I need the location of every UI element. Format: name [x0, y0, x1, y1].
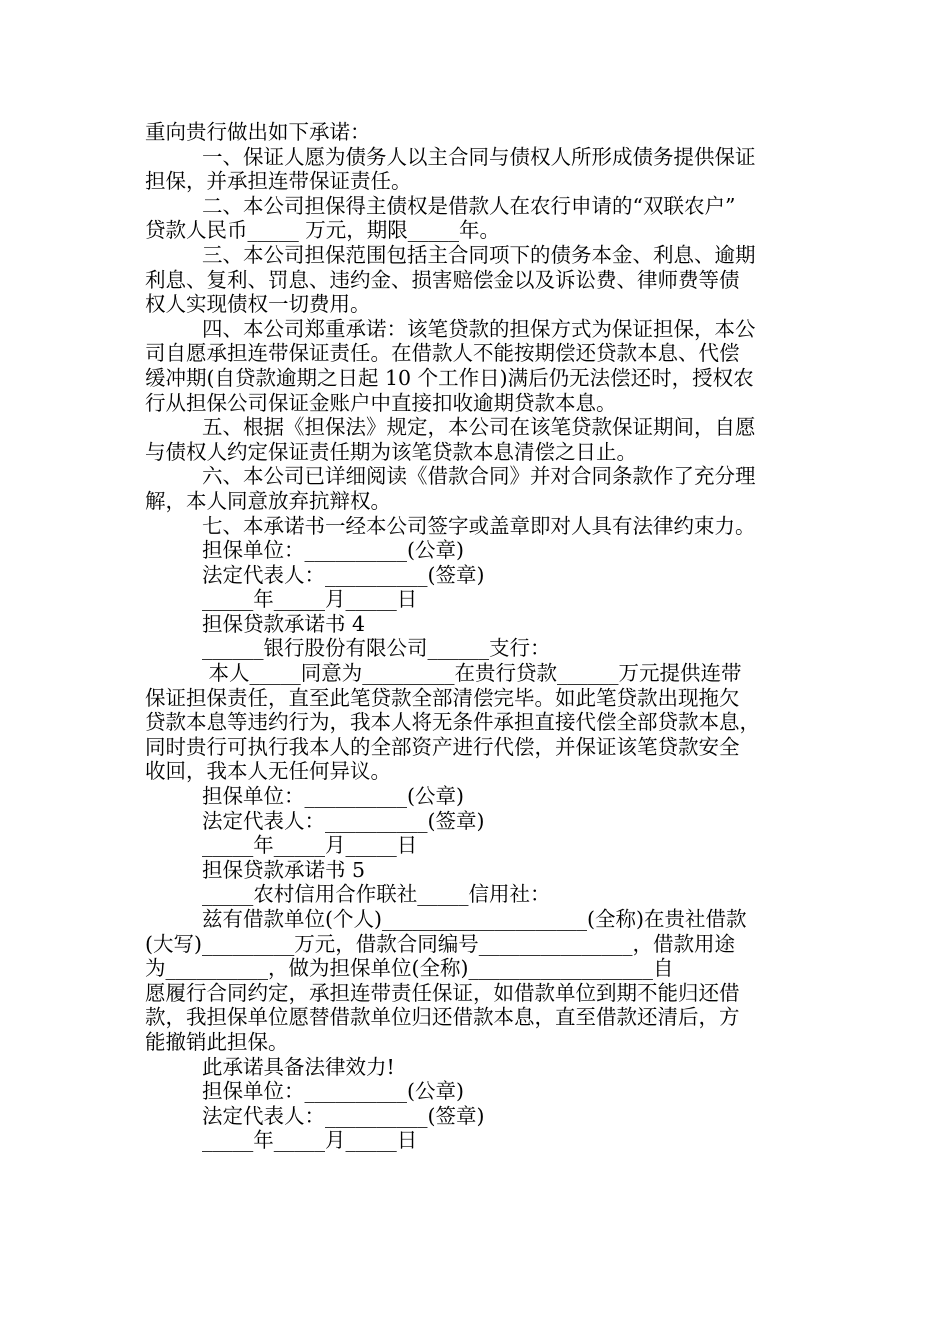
text-line: 保证担保责任，直至此笔贷款全部清偿完毕。如此笔贷款出现拖欠: [145, 685, 740, 710]
text-line: 担保贷款承诺书 5: [202, 857, 366, 882]
text-line: 担保单位：__________(公章): [202, 784, 464, 809]
text-line: ______银行股份有限公司______支行：: [202, 636, 551, 661]
text-line: 兹有借款单位(个人)____________________(全称)在贵社借款: [202, 907, 747, 931]
text-line: 司自愿承担连带保证责任。在借款人不能按期偿还贷款本息、代偿: [145, 341, 740, 366]
text-line: 款，我担保单位愿替借款单位归还借款本息，直至借款还清后，方: [145, 1005, 740, 1030]
text-line: 行从担保公司保证金账户中直接扣收逾期贷款本息。: [145, 390, 617, 415]
text-line: 担保贷款承诺书 4: [202, 611, 366, 636]
text-line: _____农村信用合作联社_____信用社：: [202, 882, 551, 907]
text-line: 收回，我本人无任何异议。: [145, 759, 391, 784]
text-line: 担保，并承担连带保证责任。: [145, 169, 412, 194]
text-line: 四、本公司郑重承诺：该笔贷款的担保方式为保证担保，本公: [202, 316, 756, 341]
text-line: _____年_____月_____日: [202, 587, 418, 612]
text-line: (大写)_________万元，借款合同编号_______________，借款用途: [145, 931, 735, 956]
text-line: 利息、复利、罚息、违约金、损害赔偿金以及诉讼费、律师费等债: [145, 267, 740, 292]
text-line: 缓冲期(自贷款逾期之日起 10 个工作日)满后仍无法偿还时，授权农: [145, 365, 754, 390]
text-line: 六、本公司已详细阅读《借款合同》并对合同条款作了充分理: [202, 464, 756, 489]
document-page: [145, 120, 810, 1153]
text-line: 一、保证人愿为债务人以主合同与债权人所形成债务提供保证: [202, 144, 756, 169]
text-line: 解，本人同意放弃抗辩权。: [145, 488, 391, 513]
text-line: 三、本公司担保范围包括主合同项下的债务本金、利息、逾期: [202, 242, 756, 267]
text-line: 权人实现债权一切费用。: [145, 292, 371, 317]
text-line: 法定代表人：__________(签章): [202, 562, 485, 587]
text-line: _____年_____月_____日: [202, 1128, 418, 1153]
text-line: 贷款本息等违约行为，我本人将无条件承担直接代偿全部贷款本息，: [145, 710, 760, 735]
text-line: 与债权人约定保证责任期为该笔贷款本息清偿之日止。: [145, 439, 637, 464]
text-line: 愿履行合同约定，承担连带责任保证，如借款单位到期不能归还借: [145, 980, 740, 1005]
text-line: 担保单位：__________(公章): [202, 538, 464, 563]
text-line: 贷款人民币_____ 万元，期限_____年。: [145, 218, 501, 243]
text-line: _____年_____月_____日: [202, 833, 418, 858]
text-line: 此承诺具备法律效力!: [202, 1054, 395, 1079]
text-line: 担保单位：__________(公章): [202, 1079, 464, 1104]
text-line: 二、本公司担保得主债权是借款人在农行申请的“双联农户”: [202, 193, 736, 218]
text-line: 能撤销此担保。: [145, 1029, 289, 1054]
text-line: 法定代表人：__________(签章): [202, 1103, 485, 1128]
text-line: 七、本承诺书一经本公司签字或盖章即对人具有法律约束力。: [202, 513, 756, 538]
text-line: 五、根据《担保法》规定，本公司在该笔贷款保证期间，自愿: [202, 415, 756, 440]
text-line: 同时贵行可执行我本人的全部资产进行代偿，并保证该笔贷款安全: [145, 734, 740, 759]
text-line: 法定代表人：__________(签章): [202, 808, 485, 833]
text-line: 重向贵行做出如下承诺：: [145, 120, 371, 144]
text-line: 为__________，做为担保单位(全称)__________________自: [145, 956, 674, 981]
text-line: 本人_____同意为_________在贵行贷款______万元提供连带: [202, 661, 742, 686]
